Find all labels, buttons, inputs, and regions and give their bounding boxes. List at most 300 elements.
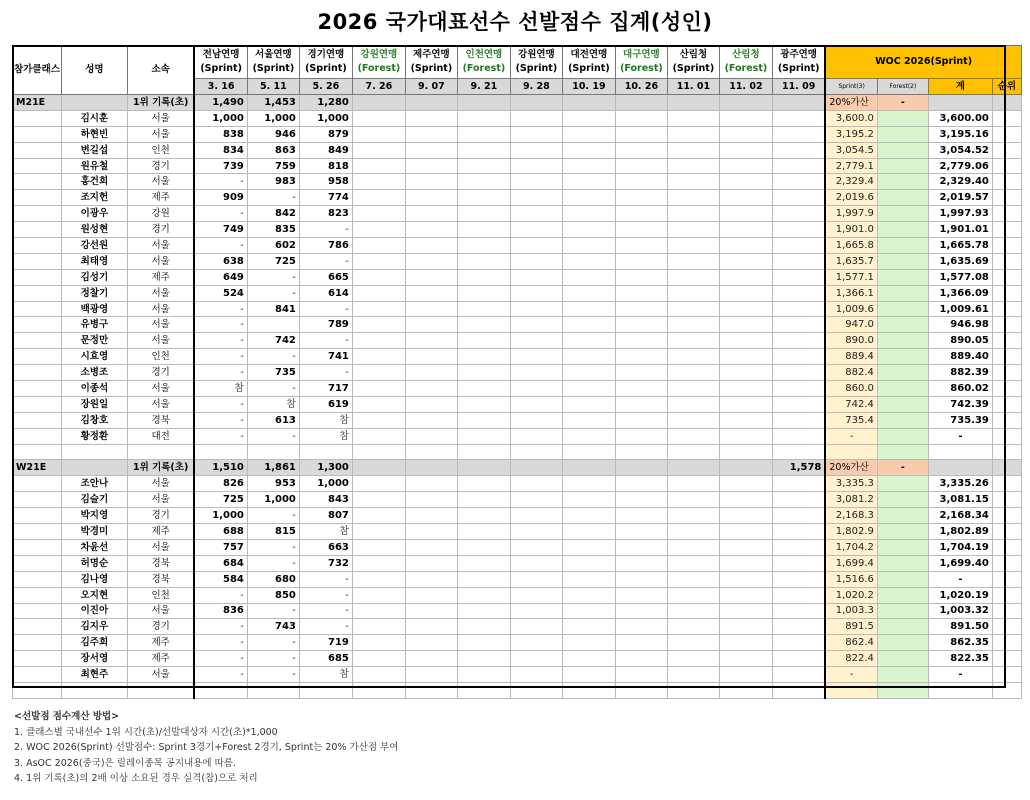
event-score xyxy=(615,253,667,269)
event-score xyxy=(352,206,405,222)
note-item: 2. WOC 2026(Sprint) 선발점수: Sprint 3경기+Forest 2경기, Sprint는 20% 가산점 부여 xyxy=(14,742,399,753)
event-score xyxy=(457,365,510,381)
event-score xyxy=(772,428,825,444)
class-cell xyxy=(13,110,62,126)
woc-sprint-score: 1,699.4 xyxy=(825,555,877,571)
event-score xyxy=(719,524,772,540)
woc-total-score: 882.39 xyxy=(928,365,992,381)
empty-cell xyxy=(194,682,247,698)
event-score: 841 xyxy=(247,301,299,317)
event-score xyxy=(667,396,719,412)
event-score xyxy=(457,158,510,174)
event-score xyxy=(510,142,562,158)
record-forest: - xyxy=(877,460,928,476)
event-score xyxy=(352,667,405,683)
empty-cell xyxy=(247,682,299,698)
athlete-row xyxy=(13,317,1022,333)
event-score: 1,000 xyxy=(247,492,299,508)
event-score: 757 xyxy=(194,539,247,555)
athlete-row xyxy=(13,238,1022,254)
athlete-row xyxy=(13,333,1022,349)
event-score xyxy=(667,555,719,571)
woc-rank xyxy=(992,110,1021,126)
event-score xyxy=(772,476,825,492)
woc-total-score: 1,901.01 xyxy=(928,222,992,238)
woc-sprint-score: 2,779.1 xyxy=(825,158,877,174)
event-score xyxy=(562,190,615,206)
event-score xyxy=(352,524,405,540)
record-value xyxy=(457,95,510,111)
event-score: 807 xyxy=(299,508,352,524)
athlete-name: 김창호 xyxy=(61,412,127,428)
notes-section xyxy=(14,709,398,787)
class-label: M21E xyxy=(13,95,62,111)
note-item: 1. 클래스별 국내선수 1위 시간(초)/선발대상자 시간(초)*1,000 xyxy=(14,726,278,738)
event-score xyxy=(510,301,562,317)
event-organizer: 서울연맹 xyxy=(255,49,292,60)
record-row xyxy=(13,460,1022,476)
athlete-name: 장서영 xyxy=(61,651,127,667)
event-score xyxy=(562,476,615,492)
event-score xyxy=(667,238,719,254)
woc-rank xyxy=(992,206,1021,222)
woc-sprint-score: 3,081.2 xyxy=(825,492,877,508)
event-score xyxy=(667,587,719,603)
event-score xyxy=(352,158,405,174)
woc-rank xyxy=(992,222,1021,238)
record-empty xyxy=(61,460,127,476)
event-score xyxy=(772,253,825,269)
class-cell xyxy=(13,190,62,206)
event-score: 613 xyxy=(247,412,299,428)
woc-rank xyxy=(992,587,1021,603)
event-score: - xyxy=(247,190,299,206)
event-score xyxy=(457,412,510,428)
event-score xyxy=(615,524,667,540)
event-score: 774 xyxy=(299,190,352,206)
athlete-name: 백광영 xyxy=(61,301,127,317)
event-type: (Forest) xyxy=(620,63,663,74)
woc-total-score: 1,003.32 xyxy=(928,603,992,619)
event-score: - xyxy=(247,428,299,444)
event-score xyxy=(719,269,772,285)
event-score xyxy=(352,508,405,524)
record-empty xyxy=(61,95,127,111)
class-cell xyxy=(13,587,62,603)
empty-cell xyxy=(562,444,615,460)
woc-rank xyxy=(992,126,1021,142)
event-score: - xyxy=(247,285,299,301)
event-score xyxy=(457,619,510,635)
athlete-name: 정찰기 xyxy=(61,285,127,301)
event-score xyxy=(510,317,562,333)
event-score xyxy=(352,396,405,412)
event-score xyxy=(510,571,562,587)
event-date-4: 7. 26 xyxy=(352,79,405,95)
event-score xyxy=(352,428,405,444)
event-score xyxy=(719,603,772,619)
event-score xyxy=(719,285,772,301)
event-score xyxy=(562,269,615,285)
event-score: 649 xyxy=(194,269,247,285)
event-score: 참 xyxy=(299,412,352,428)
event-score xyxy=(772,142,825,158)
event-score xyxy=(667,174,719,190)
woc-forest-score xyxy=(877,190,928,206)
event-score xyxy=(719,555,772,571)
woc-forest-score xyxy=(877,285,928,301)
athlete-row xyxy=(13,508,1022,524)
woc-forest-score xyxy=(877,301,928,317)
empty-cell xyxy=(615,444,667,460)
event-score xyxy=(562,333,615,349)
event-organizer: 강원연맹 xyxy=(360,49,398,60)
event-score xyxy=(457,206,510,222)
athlete-affil: 경북 xyxy=(127,571,194,587)
event-score xyxy=(667,508,719,524)
woc-forest-score xyxy=(877,396,928,412)
athlete-affil: 인천 xyxy=(127,142,194,158)
event-date-1: 3. 16 xyxy=(194,79,247,95)
record-value: 1,300 xyxy=(299,460,352,476)
woc-total-score: 822.35 xyxy=(928,651,992,667)
event-score xyxy=(667,222,719,238)
woc-rank xyxy=(992,158,1021,174)
event-organizer: 대전연맹 xyxy=(570,49,608,60)
athlete-affil: 경기 xyxy=(127,365,194,381)
record-value: 1,490 xyxy=(194,95,247,111)
woc-sprint-score: - xyxy=(825,428,877,444)
woc-forest-score xyxy=(877,269,928,285)
event-score xyxy=(457,651,510,667)
empty-cell xyxy=(928,682,992,698)
event-score xyxy=(405,206,457,222)
event-score xyxy=(457,492,510,508)
event-score: - xyxy=(299,301,352,317)
woc-forest-score xyxy=(877,238,928,254)
header-event-11 xyxy=(719,46,772,79)
event-score: - xyxy=(194,428,247,444)
event-score xyxy=(352,365,405,381)
empty-cell xyxy=(510,682,562,698)
athlete-affil: 서울 xyxy=(127,333,194,349)
event-score xyxy=(772,571,825,587)
record-value xyxy=(667,460,719,476)
woc-forest-score xyxy=(877,253,928,269)
header-woc-total: 계 xyxy=(928,79,992,95)
event-score: 863 xyxy=(247,142,299,158)
event-score: - xyxy=(194,333,247,349)
athlete-affil: 서울 xyxy=(127,174,194,190)
woc-sprint-score: 2,168.3 xyxy=(825,508,877,524)
event-score: 739 xyxy=(194,158,247,174)
event-score xyxy=(405,651,457,667)
event-date-8: 10. 19 xyxy=(562,79,615,95)
athlete-row xyxy=(13,651,1022,667)
event-score: 참 xyxy=(299,524,352,540)
woc-rank xyxy=(992,269,1021,285)
event-score xyxy=(457,381,510,397)
woc-sprint-score: 1,366.1 xyxy=(825,285,877,301)
woc-total-score: 2,779.06 xyxy=(928,158,992,174)
event-score xyxy=(352,412,405,428)
athlete-name: 김슬기 xyxy=(61,492,127,508)
record-value: 1,280 xyxy=(299,95,352,111)
woc-forest-score xyxy=(877,587,928,603)
class-cell xyxy=(13,158,62,174)
class-cell xyxy=(13,508,62,524)
record-value xyxy=(405,460,457,476)
event-score xyxy=(510,206,562,222)
woc-sprint-score: 3,195.2 xyxy=(825,126,877,142)
event-score xyxy=(352,492,405,508)
woc-sprint-score: 947.0 xyxy=(825,317,877,333)
athlete-row xyxy=(13,555,1022,571)
athlete-affil: 경기 xyxy=(127,158,194,174)
event-score: 953 xyxy=(247,476,299,492)
event-score: 834 xyxy=(194,142,247,158)
event-score: 826 xyxy=(194,476,247,492)
record-value xyxy=(562,95,615,111)
class-cell xyxy=(13,492,62,508)
event-score xyxy=(719,206,772,222)
event-score: - xyxy=(299,587,352,603)
record-value xyxy=(562,460,615,476)
event-score xyxy=(562,635,615,651)
event-score xyxy=(405,222,457,238)
event-score xyxy=(510,619,562,635)
event-score xyxy=(562,317,615,333)
empty-cell xyxy=(127,444,194,460)
woc-sprint-score: 1,516.6 xyxy=(825,571,877,587)
woc-forest-score xyxy=(877,126,928,142)
empty-cell xyxy=(352,444,405,460)
event-score xyxy=(510,190,562,206)
event-score xyxy=(510,635,562,651)
event-score: 680 xyxy=(247,571,299,587)
event-score xyxy=(772,603,825,619)
event-score xyxy=(457,253,510,269)
woc-sprint-score: 889.4 xyxy=(825,349,877,365)
woc-total-score: 1,997.93 xyxy=(928,206,992,222)
class-cell xyxy=(13,539,62,555)
event-score xyxy=(352,174,405,190)
event-score xyxy=(562,571,615,587)
event-score xyxy=(405,476,457,492)
event-score xyxy=(457,301,510,317)
event-score xyxy=(510,365,562,381)
event-score: 614 xyxy=(299,285,352,301)
header-row xyxy=(13,46,1022,79)
record-value: 1,510 xyxy=(194,460,247,476)
woc-rank xyxy=(992,667,1021,683)
event-score xyxy=(510,412,562,428)
event-score xyxy=(719,651,772,667)
woc-rank xyxy=(992,492,1021,508)
woc-forest-score xyxy=(877,110,928,126)
athlete-affil: 경기 xyxy=(127,619,194,635)
event-score xyxy=(772,635,825,651)
event-score xyxy=(562,619,615,635)
event-score xyxy=(772,651,825,667)
record-value xyxy=(405,95,457,111)
event-score xyxy=(352,476,405,492)
event-score: - xyxy=(299,603,352,619)
athlete-name: 이종석 xyxy=(61,381,127,397)
event-score xyxy=(405,587,457,603)
athlete-name: 김나영 xyxy=(61,571,127,587)
event-score xyxy=(615,126,667,142)
event-score: 849 xyxy=(299,142,352,158)
woc-sprint-score: 742.4 xyxy=(825,396,877,412)
woc-rank xyxy=(992,396,1021,412)
athlete-row xyxy=(13,428,1022,444)
event-score xyxy=(457,555,510,571)
event-score xyxy=(457,635,510,651)
header-event-9 xyxy=(615,46,667,79)
event-score: - xyxy=(247,539,299,555)
event-score xyxy=(457,428,510,444)
event-score xyxy=(615,667,667,683)
woc-total-score: - xyxy=(928,667,992,683)
event-score xyxy=(510,110,562,126)
record-value xyxy=(510,460,562,476)
athlete-affil: 인천 xyxy=(127,349,194,365)
event-score xyxy=(562,539,615,555)
event-score xyxy=(352,222,405,238)
athlete-row xyxy=(13,619,1022,635)
event-score: 684 xyxy=(194,555,247,571)
empty-cell xyxy=(877,682,928,698)
class-cell xyxy=(13,524,62,540)
class-cell xyxy=(13,238,62,254)
event-score xyxy=(667,317,719,333)
event-score xyxy=(772,667,825,683)
woc-rank xyxy=(992,428,1021,444)
header-event-2 xyxy=(247,46,299,79)
athlete-row xyxy=(13,206,1022,222)
event-score: - xyxy=(247,508,299,524)
event-score xyxy=(510,539,562,555)
athlete-affil: 제주 xyxy=(127,524,194,540)
woc-total-score: 1,704.19 xyxy=(928,539,992,555)
woc-forest-score xyxy=(877,492,928,508)
event-score: 685 xyxy=(299,651,352,667)
event-score xyxy=(562,110,615,126)
woc-sprint-score: 882.4 xyxy=(825,365,877,381)
event-score xyxy=(352,126,405,142)
woc-forest-score xyxy=(877,555,928,571)
event-score: 719 xyxy=(299,635,352,651)
athlete-row xyxy=(13,635,1022,651)
event-organizer: 강원연맹 xyxy=(518,49,555,60)
record-bonus: 20%가산 xyxy=(825,95,877,111)
event-score: 842 xyxy=(247,206,299,222)
event-score xyxy=(615,619,667,635)
event-score: 850 xyxy=(247,587,299,603)
header-event-8 xyxy=(562,46,615,79)
event-score xyxy=(405,253,457,269)
class-cell xyxy=(13,269,62,285)
header-event-1 xyxy=(194,46,247,79)
event-score xyxy=(719,508,772,524)
class-cell xyxy=(13,428,62,444)
event-score xyxy=(510,174,562,190)
event-score xyxy=(405,110,457,126)
event-score xyxy=(667,349,719,365)
event-score: 983 xyxy=(247,174,299,190)
class-cell xyxy=(13,365,62,381)
event-score xyxy=(615,587,667,603)
event-score xyxy=(562,651,615,667)
woc-total-score: 889.40 xyxy=(928,349,992,365)
record-row xyxy=(13,95,1022,111)
event-score xyxy=(615,571,667,587)
woc-rank xyxy=(992,651,1021,667)
event-score xyxy=(719,126,772,142)
empty-cell xyxy=(510,444,562,460)
event-score xyxy=(405,428,457,444)
athlete-name: 장원일 xyxy=(61,396,127,412)
event-score xyxy=(510,381,562,397)
event-score xyxy=(615,110,667,126)
event-score xyxy=(615,222,667,238)
event-score xyxy=(615,238,667,254)
class-cell xyxy=(13,396,62,412)
woc-forest-score xyxy=(877,222,928,238)
woc-rank xyxy=(992,412,1021,428)
event-score xyxy=(562,667,615,683)
event-score xyxy=(719,190,772,206)
event-score xyxy=(667,126,719,142)
event-score xyxy=(405,667,457,683)
event-score: 602 xyxy=(247,238,299,254)
event-score: 663 xyxy=(299,539,352,555)
event-score xyxy=(667,206,719,222)
event-score xyxy=(457,476,510,492)
event-score xyxy=(772,396,825,412)
event-type: (Sprint) xyxy=(568,63,610,74)
event-score xyxy=(562,238,615,254)
woc-sprint-score: 1,020.2 xyxy=(825,587,877,603)
empty-cell xyxy=(772,682,825,698)
athlete-row xyxy=(13,158,1022,174)
event-score xyxy=(719,317,772,333)
woc-forest-score xyxy=(877,539,928,555)
event-type: (Forest) xyxy=(357,63,401,74)
event-score xyxy=(457,571,510,587)
woc-total-score: 891.50 xyxy=(928,619,992,635)
event-score: 참 xyxy=(247,396,299,412)
event-type: (Sprint) xyxy=(777,63,820,74)
woc-forest-score xyxy=(877,571,928,587)
woc-total-score: 946.98 xyxy=(928,317,992,333)
athlete-affil: 제주 xyxy=(127,269,194,285)
woc-total-score: 2,168.34 xyxy=(928,508,992,524)
event-score xyxy=(405,635,457,651)
record-value xyxy=(667,95,719,111)
event-score xyxy=(562,174,615,190)
event-score xyxy=(352,381,405,397)
athlete-affil: 서울 xyxy=(127,476,194,492)
athlete-row xyxy=(13,539,1022,555)
event-score xyxy=(719,587,772,603)
athlete-affil: 서울 xyxy=(127,667,194,683)
event-score: - xyxy=(194,635,247,651)
header-event-4 xyxy=(352,46,405,79)
woc-sprint-score: 2,019.6 xyxy=(825,190,877,206)
header-event-3 xyxy=(299,46,352,79)
